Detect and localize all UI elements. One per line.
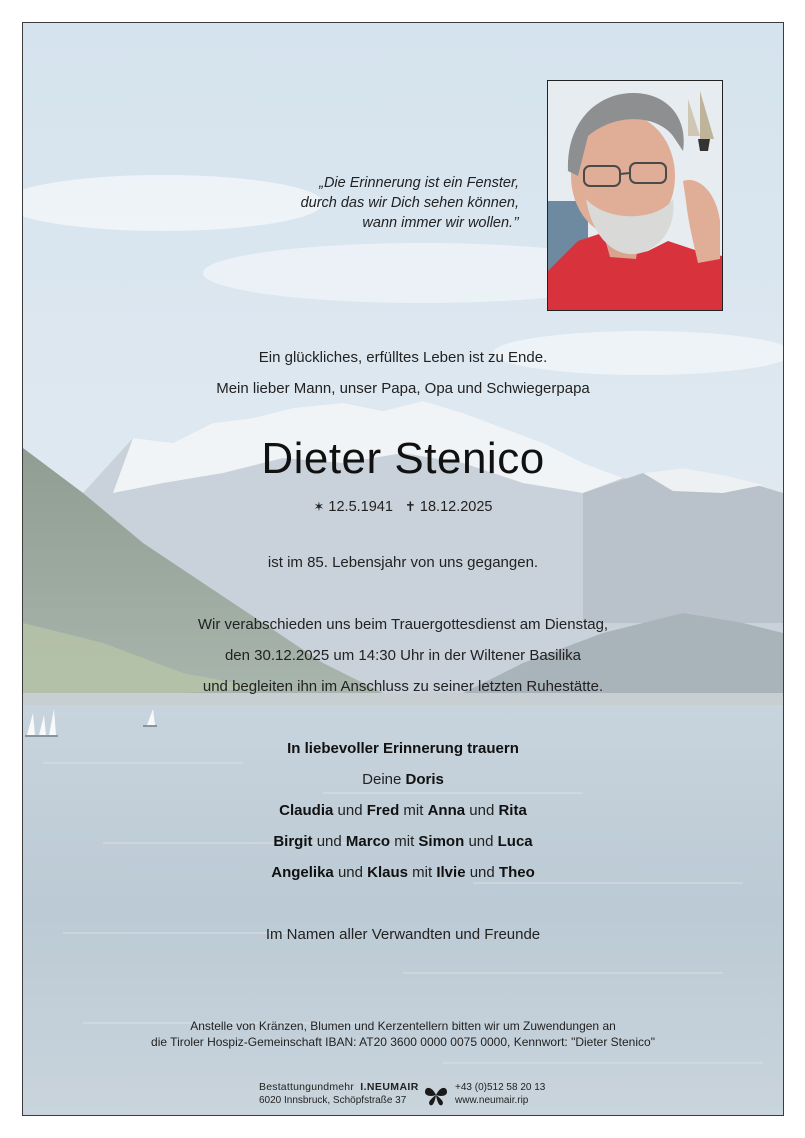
intro-line-2: Mein lieber Mann, unser Papa, Opa und Schwiegerpapa <box>216 380 590 397</box>
closing-line: Im Namen aller Verwandten und Freunde <box>265 926 541 943</box>
butterfly-icon <box>423 1082 449 1108</box>
cross-icon: ✝ <box>405 499 416 514</box>
mourner-text: und <box>469 864 495 881</box>
text-layer <box>23 23 783 1115</box>
mourner-text: mit <box>412 864 433 881</box>
star-icon: ✶ <box>313 499 325 514</box>
life-dates <box>23 497 783 517</box>
service-line-2: den 30.12.2025 um 14:30 Uhr in der Wiltener Basilika <box>224 647 582 664</box>
mourner-text: und <box>469 802 495 819</box>
service-line-3: und begleiten ihn im Anschluss zu seiner letzten Ruhestätte. <box>202 678 604 695</box>
mourner-name: Angelika <box>271 864 334 881</box>
birth-date: 12.5.1941 <box>328 499 393 515</box>
mourner-row <box>23 801 783 821</box>
mourners-heading-text: In liebevoller Erinnerung trauern <box>287 740 519 757</box>
footer-left <box>259 1081 419 1107</box>
mourner-name: Claudia <box>279 802 334 819</box>
mourner-text: und <box>337 864 363 881</box>
mourners-heading <box>23 739 783 759</box>
mourner-name: Anna <box>427 802 466 819</box>
mourner-row <box>23 770 783 790</box>
mourner-name: Luca <box>497 833 533 850</box>
donation-line-1: Anstelle von Kränzen, Blumen und Kerzentellern bitten wir um Zuwendungen an <box>190 1019 616 1033</box>
quote-line: durch das wir Dich sehen können, <box>300 195 519 211</box>
footer-web: www.neumair.rip <box>455 1095 529 1106</box>
funeral-home-footer <box>23 1081 783 1109</box>
mourner-row <box>23 832 783 852</box>
mourner-name: Doris <box>405 771 444 788</box>
mourner-text: und <box>316 833 342 850</box>
mourner-name: Theo <box>498 864 535 881</box>
mourner-name: Marco <box>345 833 391 850</box>
death-date: 18.12.2025 <box>419 499 493 515</box>
mourner-text: Deine <box>362 771 402 788</box>
donation-line-2: die Tiroler Hospiz-Gemeinschaft IBAN: AT20 3600 0000 0075 0000, Kennwort: "Dieter Stenico" <box>151 1035 655 1049</box>
footer-address: 6020 Innsbruck, Schöpfstraße 37 <box>259 1095 407 1106</box>
memorial-quote <box>153 173 519 233</box>
mourner-name: Fred <box>366 802 400 819</box>
funeral-home-brand <box>259 1081 419 1094</box>
mourner-name: Rita <box>498 802 527 819</box>
mourner-name: Birgit <box>273 833 313 850</box>
intro-line-1: Ein glückliches, erfülltes Leben ist zu Ende. <box>258 349 548 366</box>
mourner-text: mit <box>403 802 424 819</box>
footer-right <box>455 1081 545 1107</box>
deceased-name: Dieter Stenico <box>261 434 545 483</box>
brand-bold: I.NEUMAIR <box>360 1081 419 1093</box>
mourner-text: und <box>337 802 363 819</box>
passing-text: ist im 85. Lebensjahr von uns gegangen. <box>267 554 539 571</box>
footer-phone: +43 (0)512 58 20 13 <box>455 1082 546 1093</box>
service-line-1: Wir verabschieden uns beim Trauergottesdienst am Dienstag, <box>197 616 609 633</box>
mourner-name: Klaus <box>367 864 408 881</box>
mourner-name: Ilvie <box>436 864 466 881</box>
mourner-text: und <box>468 833 494 850</box>
mourner-row <box>23 863 783 883</box>
quote-line: „Die Erinnerung ist ein Fenster, <box>319 175 519 191</box>
brand-light: Bestattungundmehr <box>259 1081 355 1093</box>
mourner-text: mit <box>394 833 415 850</box>
quote-line: wann immer wir wollen.’’ <box>362 215 519 231</box>
obituary-card <box>22 22 784 1116</box>
mourner-name: Simon <box>418 833 465 850</box>
